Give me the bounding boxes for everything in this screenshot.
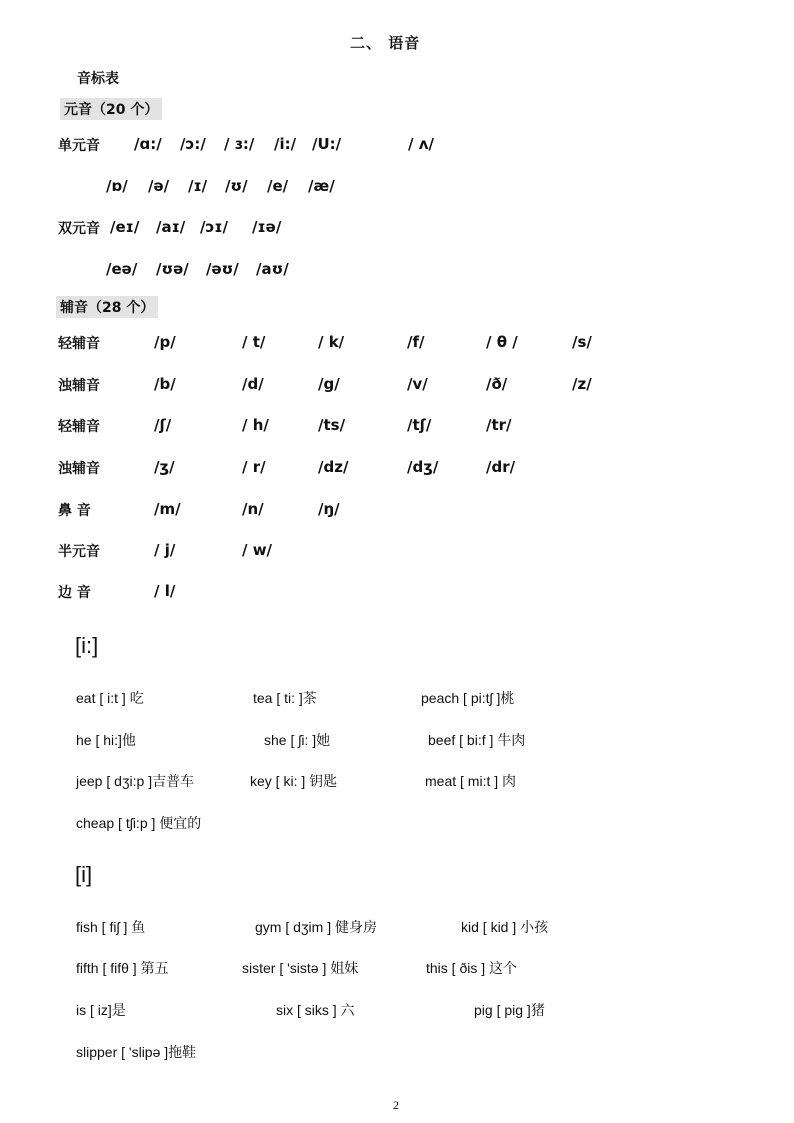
word-example: beef [ bi:f ] 牛肉	[428, 732, 526, 748]
word-example: meat [ mi:t ] 肉	[425, 773, 517, 789]
phoneme: /i:/	[274, 135, 297, 153]
phoneme: /eə/	[106, 260, 138, 278]
phoneme: /ʒ/	[154, 458, 175, 476]
consonant-row-label: 鼻 音	[58, 503, 91, 519]
word-example: this [ ðis ] 这个	[426, 960, 518, 976]
phoneme: / j/	[154, 541, 176, 559]
phoneme: /s/	[572, 333, 592, 351]
consonant-row-label: 浊辅音	[58, 461, 100, 477]
phoneme: /e/	[267, 177, 289, 195]
phoneme: /tʃ/	[407, 416, 432, 434]
word-example: key [ ki: ] 钥匙	[250, 773, 338, 789]
vowel-heading-short-i: [i]	[75, 862, 93, 887]
consonant-row-label: 半元音	[58, 544, 100, 560]
phoneme: /ɑ:/	[134, 135, 162, 153]
word-example: slipper [ 'slipə ]拖鞋	[76, 1044, 197, 1060]
word-example: cheap [ tʃi:p ] 便宜的	[76, 815, 202, 831]
phoneme: / t/	[242, 333, 266, 351]
word-example: fish [ fiʃ ] 鱼	[76, 919, 146, 935]
phoneme: /ð/	[486, 375, 508, 393]
section-subtitle: 音标表	[77, 71, 119, 87]
consonants-header: 辅音（28 个）	[56, 296, 158, 318]
phoneme: /ŋ/	[318, 500, 340, 518]
phoneme: /aɪ/	[156, 218, 186, 236]
phoneme: / h/	[242, 416, 269, 434]
phoneme: /ʃ/	[154, 416, 172, 434]
word-example: eat [ i:t ] 吃	[76, 690, 144, 706]
word-example: she [ ʃi: ]她	[264, 732, 331, 748]
consonant-row-label: 轻辅音	[58, 419, 100, 435]
word-example: fifth [ fifθ ] 第五	[76, 960, 169, 976]
phoneme: /dʒ/	[407, 458, 439, 476]
phoneme: /n/	[242, 500, 264, 518]
phoneme: /m/	[154, 500, 181, 518]
consonant-row-label: 浊辅音	[58, 378, 100, 394]
phoneme: /p/	[154, 333, 176, 351]
phoneme: /dz/	[318, 458, 349, 476]
phoneme: / θ /	[486, 333, 518, 351]
word-example: tea [ ti: ]茶	[253, 690, 317, 706]
phoneme: /əʊ/	[206, 260, 239, 278]
phoneme: /aʊ/	[256, 260, 289, 278]
phoneme: /ə/	[148, 177, 170, 195]
phoneme: /z/	[572, 375, 592, 393]
monophthong-label: 单元音	[58, 138, 100, 154]
phoneme: /b/	[154, 375, 176, 393]
consonant-row-label: 轻辅音	[58, 336, 100, 352]
consonant-row-label: 边 音	[58, 585, 91, 601]
word-example: gym [ dʒim ] 健身房	[255, 919, 377, 935]
word-example: sister [ 'sistə ] 姐妹	[242, 960, 359, 976]
phoneme: /æ/	[308, 177, 335, 195]
phoneme: /ʊ/	[225, 177, 248, 195]
phoneme: /d/	[242, 375, 264, 393]
phoneme: /ɒ/	[106, 177, 128, 195]
phoneme: / k/	[318, 333, 345, 351]
word-example: kid [ kid ] 小孩	[461, 919, 549, 935]
phoneme: /v/	[407, 375, 428, 393]
phoneme: / l/	[154, 582, 176, 600]
phoneme: /ɪ/	[188, 177, 208, 195]
word-example: pig [ pig ]猪	[474, 1002, 545, 1018]
phoneme: /ɔ:/	[180, 135, 206, 153]
phoneme: /f/	[407, 333, 425, 351]
phoneme: /eɪ/	[110, 218, 140, 236]
diphthong-label: 双元音	[58, 221, 100, 237]
phoneme: /ɔɪ/	[200, 218, 229, 236]
phoneme: / ɜ:/	[224, 135, 255, 153]
page-number: 2	[393, 1098, 399, 1112]
word-example: peach [ pi:tʃ ]桃	[421, 690, 515, 706]
phoneme: /tr/	[486, 416, 512, 434]
phoneme: /dr/	[486, 458, 516, 476]
phoneme: /ʊə/	[156, 260, 189, 278]
phoneme: / r/	[242, 458, 266, 476]
phoneme: /U:/	[312, 135, 342, 153]
vowel-heading-long-i: [i:]	[75, 633, 99, 658]
phoneme: /ɪə/	[252, 218, 282, 236]
phoneme: / ʌ/	[408, 135, 434, 153]
page-title: 二、 语音	[350, 34, 421, 52]
word-example: jeep [ dʒi:p ]吉普车	[76, 773, 195, 789]
word-example: six [ siks ] 六	[276, 1002, 355, 1018]
word-example: he [ hi:]他	[76, 732, 136, 748]
word-example: is [ iz]是	[76, 1002, 126, 1018]
vowels-header: 元音（20 个）	[60, 98, 162, 120]
phoneme: / w/	[242, 541, 273, 559]
phoneme: /ts/	[318, 416, 346, 434]
phoneme: /g/	[318, 375, 340, 393]
